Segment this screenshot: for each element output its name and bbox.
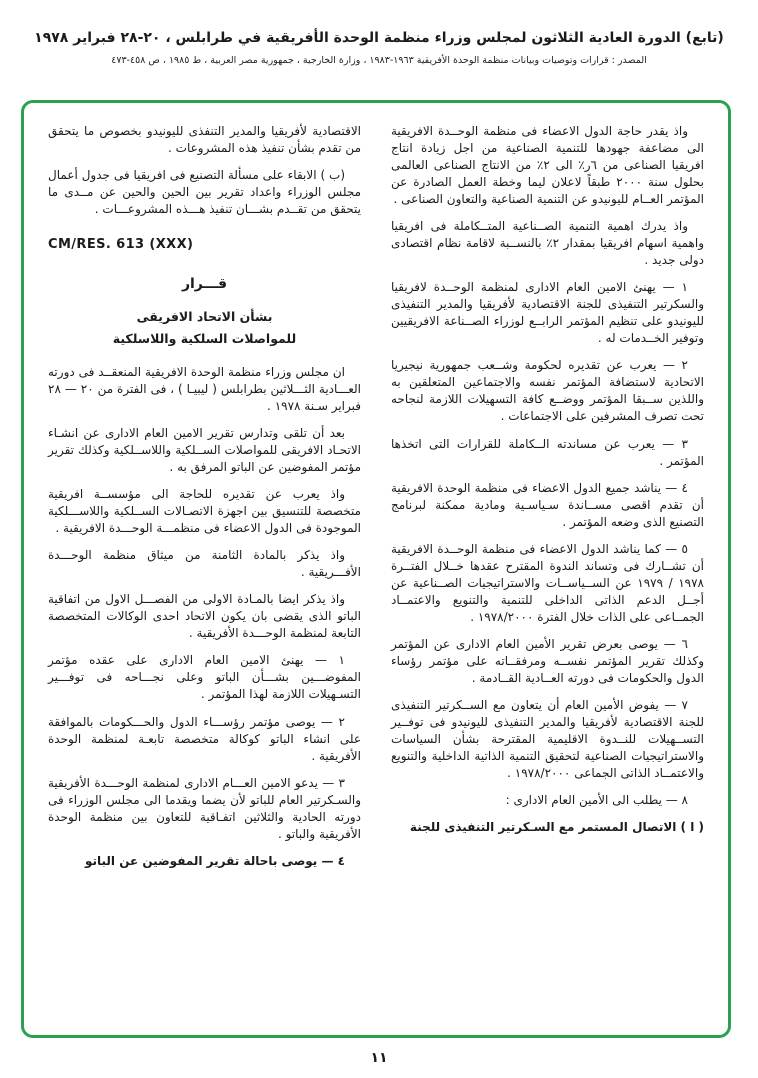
paragraph: ١ — يهنئ الامين العام الادارى لمنظمة الوحــدة لافريقيا والسكرتير التنفيذى للجنة الاقتصادية لأفريقيا والمدير التنفيذى لليونيدو على تنظيم المؤتمر الرابــع لوزراء الصــناعة الافريقيين وتوفير الخــدمات له . <box>391 280 704 346</box>
paragraph: ٣ — يعرب عن مساندته الــكاملة للقرارات التى اتخذها المؤتمر . <box>391 436 704 468</box>
paragraph: (ب ) الابقاء على مسألة التصنيع فى افريقيا فى جدول أعمال مجلس الوزراء واعداد تقرير بين الحين والحين عن مــدى ما يتحقق من تقــدم بشـــان تنفيذ هـــذه المشروعـــات . <box>48 168 361 217</box>
source-line: المصدر : قرارات وتوصيات وبيانات منظمة الوحدة الأفريقية ١٩٦٣-١٩٨٣ ، وزارة الخارجية ، جمهورية مصر العربية ، ط ١٩٨٥ ، ص ٤٥٨-٤٧٣ <box>111 55 647 66</box>
paragraph: ٣ — يدعو الامين العـــام الادارى لمنظمة الوحـــدة الأفريقية والسـكرتير العام للباتو لأن يضما ويقدما الى مجلس الوزراء فى دورته الحادية والثلاثين اتفـاقية للتعاون بين منظمة الوحدة الأفريقية والباتو . <box>48 775 361 841</box>
paragraph: واذ يقدر حاجة الدول الاعضاء فى منظمة الوحــدة الافريقية الى مضاعفة جهودها للتنمية الصناعية من اجل زيادة انتاج افريقيا الصناعى من ٦ر٪ الى ٢٪ من الانتاج الصناعى العالمى بحلول سنة ٢٠٠٠ طبقاً لاعلان ليما وخطة العمل الصادرة عن المؤتمر العــام لليونيدو عن التنمية الصناعية والتعاون الصناعى . <box>391 124 704 207</box>
paragraph: ١ — يهنئ الامين العام الادارى على عقده مؤتمر المفوضـــين بشـــأن الباتو وعلى نجـــاحه فى توفـــير التسـهيلات اللازمة لهذا المؤتمر . <box>48 653 361 702</box>
paragraph: ٤ — يناشد جميع الدول الاعضاء فى منظمة الوحدة الافريقية أن تقدم اقصى مســاندة سـياسـية ومادية ممكنة لبرنامج التصنيع الذى وضعه المؤتمر . <box>391 480 704 529</box>
column-right <box>391 119 704 1025</box>
paragraph: واذ يذكر ايضا بالمـادة الاولى من الفصـــل الاول من اتفاقية الباتو الذى يقضى بان يكون الاتحاد احدى الوكالات المتخصصة التابعة لمنظمة الوحـــدة الأفريقية . <box>48 592 361 641</box>
paragraph-continuation: الاقتصادية لأفريقيا والمدير التنفذى لليونيدو بخصوص ما يتحقق من تقدم بشأن تنفيذ هذه المشروعات . <box>48 124 361 156</box>
paragraph: واذ يعرب عن تقديره للحاجة الى مؤسســة افريقية متخصصة للتنسيق بين اجهزة الاتصـالات الســلكية واللاســـلكية الموجودة فى الدول الاعضاء فى منظمـــة الوحـــدة الافريقية . <box>48 487 361 536</box>
paragraph: ٥ — كما يناشد الدول الاعضاء فى منظمة الوحــدة الافريقية أن تشــارك فى وتساند الندوة المقترح عقدها خــلال الفتــرة ١٩٧٨ / ١٩٧٩ عن الســياســات والاستراتيجيات الصــناعية عن أجــل الدعم الذاتى الداخلى للتنمية والتنويع والاعتمــاد الجمــاعى على الذات خلال الفترة ١٩٧٨/٢٠٠٠ . <box>391 541 704 624</box>
resolution-subtitle-1: بشأن الاتحاد الافريقى <box>136 309 273 325</box>
resolution-title: قـــرار <box>181 275 228 292</box>
paragraph: ٢ — يوصى مؤتمر رؤســـاء الدول والحـــكومات بالموافقة على انشاء الباتو كوكالة متخصصة تابعـة لمنظمة الوحدة الأفريقية . <box>48 714 361 763</box>
paragraph: ان مجلس وزراء منظمة الوحدة الافريقية المنعقــد فى دورته العـــادية الثـــلاثين بطرابلس ( ليبيـا ) ، فى الفترة من ٢٠ — ٢٨ فبراير سـنة ١٩٧٨ . <box>48 364 361 414</box>
header-title: (تابع) الدورة العادية الثلاثون لمجلس وزراء منظمة الوحدة الأفريقية في طرابلس ، ٢٠-٢٨ فبراير ١٩٧٨ <box>34 30 724 46</box>
paragraph: واذ يدرك اهمية التنمية الصــناعية المتــكاملة فى افريقيا واهمية اسهام افريقيا بمقدار ٢٪ بالنســبة لاقامة نظام اقتصادى دولى جديد . <box>391 219 704 268</box>
page-header <box>0 30 758 66</box>
paragraph: بعد أن تلقى وتدارس تقرير الامين العام الادارى عن انشـاء الاتحـاد الافريقى للمواصلات الســلكية واللاســلكية وكذلك تقرير مؤتمر المفوضين عن الباتو المرفق به . <box>48 426 361 475</box>
paragraph: ٨ — يطلب الى الأمين العام الادارى : <box>505 793 688 808</box>
paragraph: ٤ — يوصى باحالة تقرير المفوضين عن الباتو <box>84 853 345 868</box>
paragraph: ٧ — يفوض الأمين العام أن يتعاون مع الســكرتير التنفيذى للجنة الاقتصادية لأفريقيا والمدير التنفيذى لليونيدو فى توفــير التســهيلات للنــدوة الاقليمية المقترحة بشأن السياسات والاستراتيجيات الصناعية لتحقيق التنمية الذاتية الداخلية والتنويع والاعتمــاد الذاتى الجماعى ١٩٧٨/٢٠٠٠ . <box>391 697 704 781</box>
two-column-layout <box>24 103 728 1035</box>
column-left <box>48 119 361 1025</box>
document-green-frame <box>21 100 731 1038</box>
paragraph: ٢ — يعرب عن تقديره لحكومة وشــعب جمهورية نيجيريا الاتحادية لاستضافة المؤتمر نفسه والاجتماعين المتعلقين به واللذين ســبقا المؤتمر ووضــع كافة التسهيلات اللازمة لنجاحه تحت تصرف المشرفين على الاجتماعات . <box>391 358 704 424</box>
page-number: ١١ <box>370 1050 388 1066</box>
paragraph: واذ يذكر بالمادة الثامنة من ميثاق منظمة الوحـــدة الأفـــريقية . <box>48 548 361 580</box>
resolution-code: CM/RES. 613 (XXX) <box>48 237 194 253</box>
paragraph: ٦ — يوصى بعرض تقرير الأمين العام الادارى عن المؤتمر وكذلك تقرير المؤتمر نفســه ومرفقــاته على مؤتمر رؤساء الدول والحكومات فى دورته العــادية القــادمة . <box>391 636 704 685</box>
resolution-subtitle-2: للمواصلات السلكية واللاسلكية <box>112 331 297 347</box>
paragraph: ( ا ) الاتصال المستمر مع السـكرتير التنفيذى للجنة <box>409 820 704 835</box>
